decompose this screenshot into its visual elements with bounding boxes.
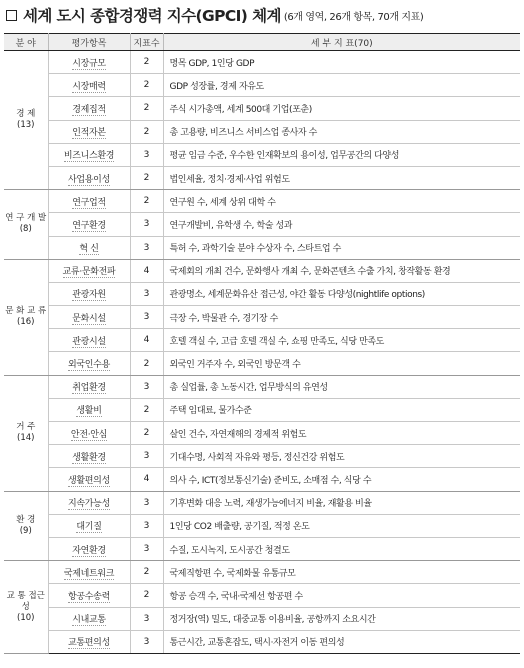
item-cell xyxy=(48,630,130,653)
item-label: 비즈니스환경 xyxy=(63,151,115,162)
table-row xyxy=(4,166,520,189)
item-label: 연구환경 xyxy=(72,220,106,231)
category-name: 경 제 xyxy=(16,109,36,120)
category-count: (13) xyxy=(17,120,35,131)
table-header-row xyxy=(4,34,520,51)
table-row xyxy=(4,213,520,236)
indicator-count: 2 xyxy=(130,97,163,120)
indicator-count: 3 xyxy=(130,445,163,468)
table-row xyxy=(4,398,520,421)
indicator-list: 주식 시가총액, 세계 500대 기업(포춘) xyxy=(163,97,520,120)
indicator-count: 2 xyxy=(130,120,163,143)
item-cell xyxy=(48,236,130,259)
category-count: (10) xyxy=(17,612,35,623)
item-label: 국제네트워크 xyxy=(63,568,115,579)
indicator-list: 주택 임대료, 물가수준 xyxy=(163,398,520,421)
table-row xyxy=(4,422,520,445)
item-label: 생활편의성 xyxy=(68,475,110,486)
indicator-list: 기후변화 대응 노력, 재생가능에너지 비율, 재활용 비율 xyxy=(163,491,520,514)
indicator-count: 2 xyxy=(130,74,163,97)
item-label: 교통편의성 xyxy=(68,638,110,649)
indicator-count: 2 xyxy=(130,422,163,445)
item-label: 시장규모 xyxy=(72,58,106,69)
indicator-list: 항공 승객 수, 국내·국제선 항공편 수 xyxy=(163,584,520,607)
table-row xyxy=(4,282,520,305)
category-cell xyxy=(4,259,48,375)
indicator-list: 호텔 객실 수, 고급 호텔 객실 수, 쇼핑 만족도, 식당 만족도 xyxy=(163,329,520,352)
item-cell xyxy=(48,51,130,74)
item-label: 자연환경 xyxy=(72,545,106,556)
indicator-count: 4 xyxy=(130,259,163,282)
table-row xyxy=(4,514,520,537)
item-cell xyxy=(48,329,130,352)
square-bullet-icon xyxy=(6,10,17,21)
category-name: 문 화 교 류 xyxy=(5,306,47,317)
item-cell xyxy=(48,190,130,213)
item-cell xyxy=(48,282,130,305)
indicator-list: 극장 수, 박물관 수, 경기장 수 xyxy=(163,306,520,329)
item-label: 시내교통 xyxy=(72,615,106,626)
table-row xyxy=(4,584,520,607)
category-cell xyxy=(4,51,48,190)
indicator-list: 특허 수, 과학기술 분야 수상자 수, 스타트업 수 xyxy=(163,236,520,259)
category-cell xyxy=(4,190,48,260)
table-row xyxy=(4,561,520,584)
indicator-count: 3 xyxy=(130,607,163,630)
header-indicators: 세 부 지 표(70) xyxy=(163,34,520,51)
indicator-count: 4 xyxy=(130,329,163,352)
item-label: 항공수송력 xyxy=(68,591,110,602)
item-label: 생활비 xyxy=(76,406,102,417)
item-cell xyxy=(48,120,130,143)
item-label: 사업용이성 xyxy=(68,174,110,185)
indicator-count: 3 xyxy=(130,514,163,537)
item-cell xyxy=(48,537,130,560)
indicator-list: 1인당 CO2 배출량, 공기질, 적정 온도 xyxy=(163,514,520,537)
indicator-count: 3 xyxy=(130,306,163,329)
item-cell xyxy=(48,143,130,166)
page-title xyxy=(6,5,521,25)
indicator-count: 3 xyxy=(130,537,163,560)
item-label: 안전·안심 xyxy=(70,429,108,440)
item-cell xyxy=(48,607,130,630)
indicator-count: 3 xyxy=(130,236,163,259)
table-row xyxy=(4,445,520,468)
item-label: 대기질 xyxy=(76,522,102,533)
indicator-list: 기대수명, 사회적 자유와 평등, 정신건강 위험도 xyxy=(163,445,520,468)
indicator-count: 3 xyxy=(130,143,163,166)
table-row xyxy=(4,375,520,398)
category-count: (14) xyxy=(17,433,35,444)
table-row xyxy=(4,468,520,491)
indicator-list: 정거장(역) 밀도, 대중교통 이용비율, 공항까지 소요시간 xyxy=(163,607,520,630)
table-row xyxy=(4,143,520,166)
item-cell xyxy=(48,213,130,236)
item-label: 인적자본 xyxy=(72,128,106,139)
item-cell xyxy=(48,561,130,584)
indicator-count: 4 xyxy=(130,468,163,491)
category-name: 연 구 개 발 xyxy=(5,213,47,224)
indicator-list: 살인 건수, 자연재해의 경제적 위험도 xyxy=(163,422,520,445)
indicator-list: 통근시간, 교통혼잡도, 택시·자전거 이동 편의성 xyxy=(163,630,520,653)
item-label: 관광시설 xyxy=(72,336,106,347)
indicator-list: 연구개발비, 유학생 수, 학술 성과 xyxy=(163,213,520,236)
item-cell xyxy=(48,352,130,375)
indicator-count: 2 xyxy=(130,584,163,607)
indicator-list: 총 고용량, 비즈니스 서비스업 종사자 수 xyxy=(163,120,520,143)
item-cell xyxy=(48,445,130,468)
category-cell xyxy=(4,375,48,491)
item-cell xyxy=(48,166,130,189)
table-row xyxy=(4,607,520,630)
item-cell xyxy=(48,514,130,537)
indicator-count: 3 xyxy=(130,491,163,514)
indicator-list: 국제회의 개최 건수, 문화행사 개최 수, 문화콘텐츠 수출 가치, 창작활동 환경 xyxy=(163,259,520,282)
item-label: 시장매력 xyxy=(72,81,106,92)
indicator-list: 평균 임금 수준, 우수한 인재확보의 용이성, 업무공간의 다양성 xyxy=(163,143,520,166)
category-cell xyxy=(4,491,48,561)
item-cell xyxy=(48,398,130,421)
table-row xyxy=(4,491,520,514)
indicator-count: 2 xyxy=(130,190,163,213)
header-category: 분 야 xyxy=(4,34,48,51)
category-count: (9) xyxy=(19,525,32,536)
table-row xyxy=(4,120,520,143)
item-cell xyxy=(48,74,130,97)
table-row xyxy=(4,630,520,653)
indicator-list: GDP 성장률, 경제 자유도 xyxy=(163,74,520,97)
indicator-list: 명목 GDP, 1인당 GDP xyxy=(163,51,520,74)
indicator-list: 수질, 도시녹지, 도시공간 청결도 xyxy=(163,537,520,560)
item-cell xyxy=(48,306,130,329)
indicator-count: 3 xyxy=(130,213,163,236)
indicator-list: 외국인 거주자 수, 외국인 방문객 수 xyxy=(163,352,520,375)
item-cell xyxy=(48,468,130,491)
gpci-table xyxy=(4,33,520,654)
table-row xyxy=(4,259,520,282)
indicator-count: 2 xyxy=(130,352,163,375)
indicator-count: 2 xyxy=(130,51,163,74)
header-item: 평가항목 xyxy=(48,34,130,51)
table-row xyxy=(4,97,520,120)
indicator-count: 2 xyxy=(130,561,163,584)
indicator-count: 2 xyxy=(130,398,163,421)
category-count: (16) xyxy=(17,317,35,328)
item-cell xyxy=(48,491,130,514)
category-name: 거 주 xyxy=(16,422,36,433)
indicator-list: 국제직항편 수, 국제화물 유통규모 xyxy=(163,561,520,584)
item-label: 문화시설 xyxy=(72,313,106,324)
category-name: 환 경 xyxy=(16,514,36,525)
table-row xyxy=(4,352,520,375)
item-label: 취업환경 xyxy=(72,383,106,394)
indicator-list: 연구원 수, 세계 상위 대학 수 xyxy=(163,190,520,213)
item-cell xyxy=(48,584,130,607)
table-row xyxy=(4,306,520,329)
category-count: (8) xyxy=(19,224,32,235)
table-row xyxy=(4,190,520,213)
table-row xyxy=(4,236,520,259)
item-label: 교류·문화전파 xyxy=(62,267,116,278)
indicator-count: 3 xyxy=(130,630,163,653)
table-row xyxy=(4,537,520,560)
item-label: 관광자원 xyxy=(72,290,106,301)
title-main: 세계 도시 종합경쟁력 지수(GPCI) 체계 xyxy=(23,7,281,25)
table-row xyxy=(4,329,520,352)
item-label: 외국인수용 xyxy=(68,360,110,371)
indicator-count: 2 xyxy=(130,166,163,189)
item-cell xyxy=(48,259,130,282)
item-label: 지속가능성 xyxy=(68,499,110,510)
item-cell xyxy=(48,375,130,398)
item-label: 연구업적 xyxy=(72,197,106,208)
indicator-count: 3 xyxy=(130,282,163,305)
item-label: 혁 신 xyxy=(79,244,99,255)
category-cell xyxy=(4,561,48,654)
header-count: 지표수 xyxy=(130,34,163,51)
indicator-list: 총 실업률, 총 노동시간, 업무방식의 유연성 xyxy=(163,375,520,398)
item-cell xyxy=(48,97,130,120)
table-row xyxy=(4,74,520,97)
indicator-list: 의사 수, ICT(정보통신기술) 준비도, 소매점 수, 식당 수 xyxy=(163,468,520,491)
indicator-list: 관광명소, 세계문화유산 접근성, 야간 활동 다양성(nightlife options) xyxy=(163,282,520,305)
indicator-count: 3 xyxy=(130,375,163,398)
item-label: 생활환경 xyxy=(72,452,106,463)
table-row xyxy=(4,51,520,74)
item-label: 경제집적 xyxy=(72,104,106,115)
table-body xyxy=(4,51,520,654)
indicator-list: 법인세율, 정치·경제·사업 위험도 xyxy=(163,166,520,189)
category-name: 교 통 접근성 xyxy=(6,590,45,612)
item-cell xyxy=(48,422,130,445)
title-subtitle: (6개 영역, 26개 항목, 70개 지표) xyxy=(283,11,424,23)
